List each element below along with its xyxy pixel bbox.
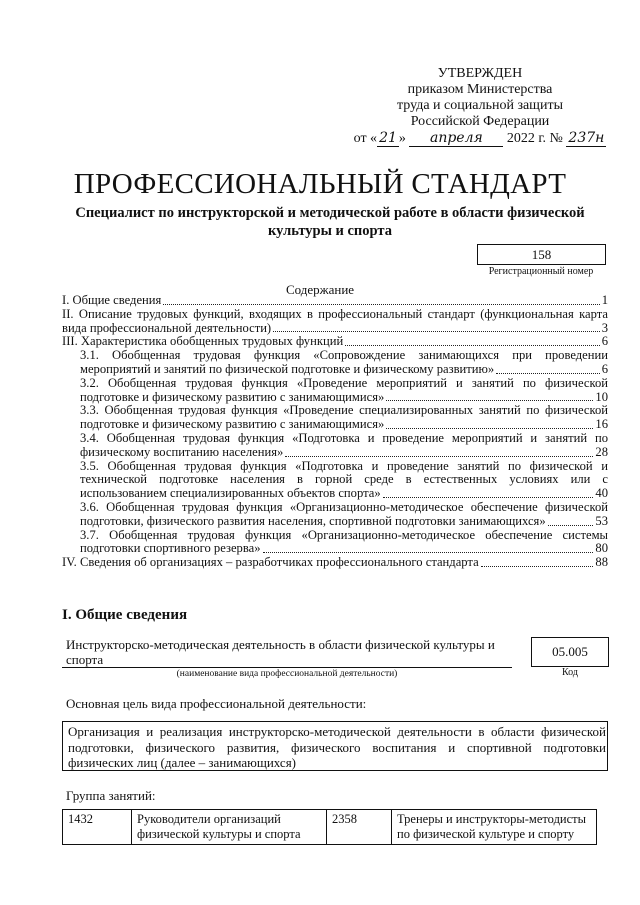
activity-code-box: 05.005 — [531, 637, 609, 667]
document-subtitle: Специалист по инструкторской и методической работе в области физической культуры и спорта — [75, 205, 585, 239]
toc-item-text: I. Общие сведения — [62, 294, 162, 307]
divider — [62, 667, 512, 668]
toc-item-page: 28 — [595, 444, 608, 459]
toc-item-text: 3.6. Обобщенная трудовая функция «Организационно-методическое обеспечение физической — [80, 499, 608, 514]
toc-item[interactable] — [62, 556, 608, 570]
handwritten-number: 237н — [568, 130, 605, 146]
activity-code-label: Код — [562, 667, 578, 678]
activity-kind-caption: (наименование вида профессиональной деятельности) — [176, 669, 398, 679]
goal-text: Организация и реализация инструкторско-методической деятельности в области физической подготовки, физического развития, физического воспитания и спортивной подготовки физических лиц (далее – занимающихся) — [68, 724, 606, 770]
toc-item-text: 3.4. Обобщенная трудовая функция «Подготовка и проведение мероприятий и занятий по — [80, 430, 608, 445]
toc-item-page: 6 — [601, 361, 608, 376]
occupation-code: 1432 — [63, 810, 132, 845]
toc-item[interactable] — [62, 377, 608, 405]
date-year: 2022 г. № — [506, 131, 563, 146]
approval-line-3: труда и социальной защиты — [397, 98, 563, 113]
occupation-name: Руководители организаций физической культуры и спорта — [132, 810, 327, 845]
approval-line-4: Российской Федерации — [410, 114, 550, 129]
toc-item-text: мероприятий и занятий по физической подготовке и физическому развитию» — [80, 362, 495, 376]
handwritten-day: 21 — [379, 130, 397, 146]
toc-item-text: III. Характеристика обобщенных трудовых функций — [62, 335, 344, 349]
toc-item[interactable] — [62, 432, 608, 460]
approval-line-1: УТВЕРЖДЕН — [437, 66, 523, 81]
occupation-group-table — [62, 809, 597, 845]
toc-item-page: 6 — [601, 334, 608, 349]
toc-item-text: технической подготовке населения в горной среде в естественных условиях или с — [80, 472, 608, 487]
toc-item-text: 3.7. Обобщенная трудовая функция «Организационно-методическое обеспечение системы — [80, 527, 608, 542]
toc-item-page: 3 — [601, 320, 608, 335]
registration-number-box: 158 — [477, 244, 606, 265]
occupation-group-label: Группа занятий: — [66, 788, 156, 803]
toc-item-page: 40 — [595, 486, 608, 501]
toc-item-text: использованием специализированных объектов спорта» — [80, 487, 381, 501]
toc-item-page: 16 — [595, 417, 608, 432]
occupation-code: 2358 — [327, 810, 392, 845]
toc-item[interactable] — [62, 529, 608, 557]
toc-item[interactable] — [62, 294, 608, 308]
activity-kind-name: Инструкторско-методическая деятельность в области физической культуры и спорта — [66, 637, 495, 667]
toc-item-page: 53 — [595, 513, 608, 528]
table-row — [63, 810, 597, 845]
toc-item[interactable] — [62, 308, 608, 336]
toc-item[interactable] — [62, 460, 608, 501]
toc-item-page: 80 — [595, 541, 608, 556]
table-of-contents — [62, 294, 608, 570]
toc-item-text: IV. Сведения об организациях – разработчиках профессионального стандарта — [62, 556, 479, 570]
toc-item-text: подготовки спортивного резерва» — [80, 542, 261, 556]
document-title: ПРОФЕССИОНАЛЬНЫЙ СТАНДАРТ — [73, 168, 567, 200]
toc-item-page: 10 — [595, 389, 608, 404]
toc-heading: Содержание — [285, 282, 355, 297]
toc-item-text: 3.5. Обобщенная трудовая функция «Подготовка и проведение занятий по физической и — [80, 458, 608, 473]
registration-number-label: Регистрационный номер — [488, 266, 594, 277]
approval-date-line — [330, 130, 630, 147]
toc-item-text: 3.1. Обобщенная трудовая функция «Сопровождение занимающихся при проведении — [80, 348, 608, 363]
toc-item-page: 88 — [595, 555, 608, 570]
date-prefix: от « — [353, 131, 378, 146]
toc-item[interactable] — [62, 335, 608, 349]
toc-item-page: 1 — [601, 293, 608, 307]
approval-line-2: приказом Министерства — [407, 82, 553, 97]
approval-block — [330, 66, 630, 147]
toc-item-text: подготовке и физическому развитию с занимающимися» — [80, 418, 385, 432]
toc-item[interactable] — [62, 404, 608, 432]
occupation-name: Тренеры и инструкторы-методисты по физической культуре и спорту — [392, 810, 597, 845]
goal-label: Основная цель вида профессиональной деятельности: — [66, 696, 367, 711]
toc-item-text: физическому воспитанию населения» — [80, 445, 284, 459]
handwritten-month: апреля — [409, 130, 503, 147]
date-mid: » — [398, 131, 406, 146]
toc-item-text: подготовки, физического развития населения, спортивной подготовки занимающихся» — [80, 514, 546, 528]
toc-item[interactable] — [62, 501, 608, 529]
section-title: I. Общие сведения — [62, 607, 188, 623]
toc-item-text: 3.3. Обобщенная трудовая функция «Проведение специализированных занятий по физической — [80, 403, 608, 418]
toc-item-text: 3.2. Обобщенная трудовая функция «Проведение мероприятий и занятий по физической — [80, 375, 608, 390]
toc-item[interactable] — [62, 349, 608, 377]
toc-item-text: II. Описание трудовых функций, входящих в профессиональный стандарт (функциональная карта — [62, 306, 608, 321]
toc-item-text: вида профессиональной деятельности) — [62, 321, 272, 335]
toc-item-text: подготовке и физическому развитию с занимающимися» — [80, 390, 385, 404]
